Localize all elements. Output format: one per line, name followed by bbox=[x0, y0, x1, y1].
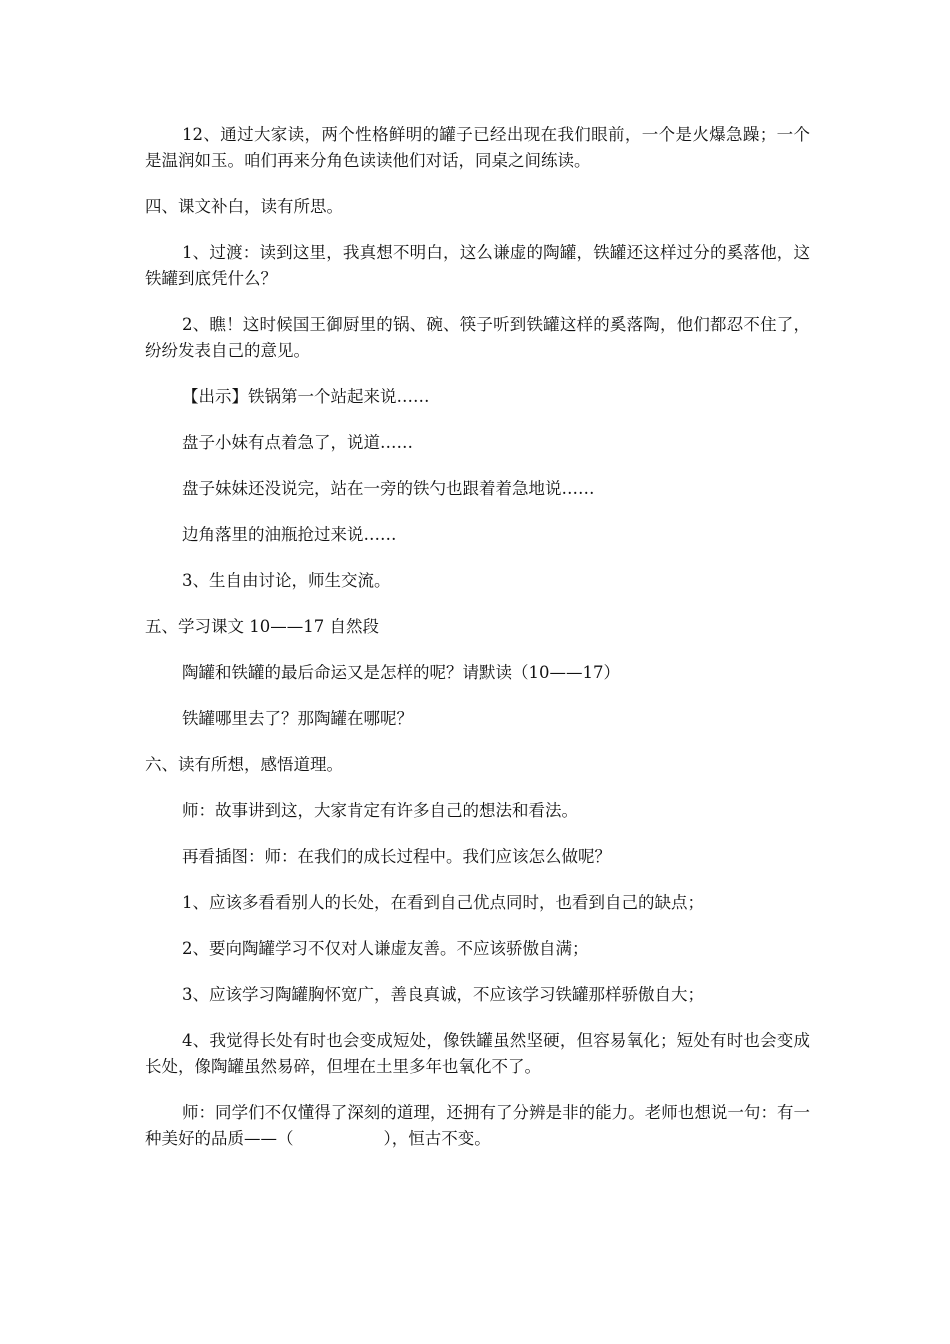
section-heading-6: 六、读有所想，感悟道理。 bbox=[145, 755, 343, 774]
paragraph-teacher-story: 师：故事讲到这，大家肯定有许多自己的想法和看法。 bbox=[182, 801, 578, 820]
paragraph-kitchen: 2、瞧！这时候国王御厨里的锅、碗、筷子听到铁罐这样的奚落陶，他们都忍不住了，纷纷发表自己的意见。 bbox=[145, 315, 810, 360]
paragraph-where-question: 铁罐哪里去了？那陶罐在哪呢？ bbox=[182, 709, 413, 728]
paragraph-spoon: 盘子妹妹还没说完，站在一旁的铁勺也跟着着急地说…… bbox=[182, 479, 595, 498]
paragraph-discussion: 3、生自由讨论，师生交流。 bbox=[182, 571, 391, 590]
paragraph-plate: 盘子小妹有点着急了，说道…… bbox=[182, 433, 413, 452]
closing-text-before: 师：同学们不仅懂得了深刻的道理，还拥有了分辨是非的能力。老师也想说一句：有一种美好的品质——（ bbox=[145, 1103, 810, 1148]
paragraph-point-1: 1、应该多看看别人的长处，在看到自己优点同时，也看到自己的缺点； bbox=[182, 893, 704, 912]
closing-text-after: ），恒古不变。 bbox=[383, 1129, 491, 1148]
paragraph-point-2: 2、要向陶罐学习不仅对人谦虚友善。不应该骄傲自满； bbox=[182, 939, 589, 958]
paragraph-1: 12、通过大家读，两个性格鲜明的罐子已经出现在我们眼前，一个是火爆急躁；一个是温润如玉。咱们再来分角色读读他们对话，同桌之间练读。 bbox=[145, 125, 810, 170]
section-heading-5: 五、学习课文 10——17 自然段 bbox=[145, 617, 379, 636]
paragraph-illustration: 再看插图：师：在我们的成长过程中。我们应该怎么做呢？ bbox=[182, 847, 611, 866]
paragraph-transition: 1、过渡：读到这里，我真想不明白，这么谦虚的陶罐，铁罐还这样过分的奚落他，这铁罐到底凭什么？ bbox=[145, 243, 810, 288]
section-heading-4: 四、课文补白，读有所思。 bbox=[145, 197, 343, 216]
paragraph-closing bbox=[145, 1100, 810, 1152]
paragraph-point-4: 4、我觉得长处有时也会变成短处，像铁罐虽然坚硬，但容易氧化；短处有时也会变成长处，像陶罐虽然易碎，但埋在土里多年也氧化不了。 bbox=[145, 1031, 810, 1076]
paragraph-fate-question: 陶罐和铁罐的最后命运又是怎样的呢？请默读（10——17） bbox=[182, 663, 620, 682]
paragraph-oil-bottle: 边角落里的油瓶抢过来说…… bbox=[182, 525, 397, 544]
document-page bbox=[145, 122, 810, 1172]
paragraph-point-3: 3、应该学习陶罐胸怀宽广，善良真诚，不应该学习铁罐那样骄傲自大； bbox=[182, 985, 704, 1004]
paragraph-show-wok: 【出示】铁锅第一个站起来说…… bbox=[182, 387, 430, 406]
